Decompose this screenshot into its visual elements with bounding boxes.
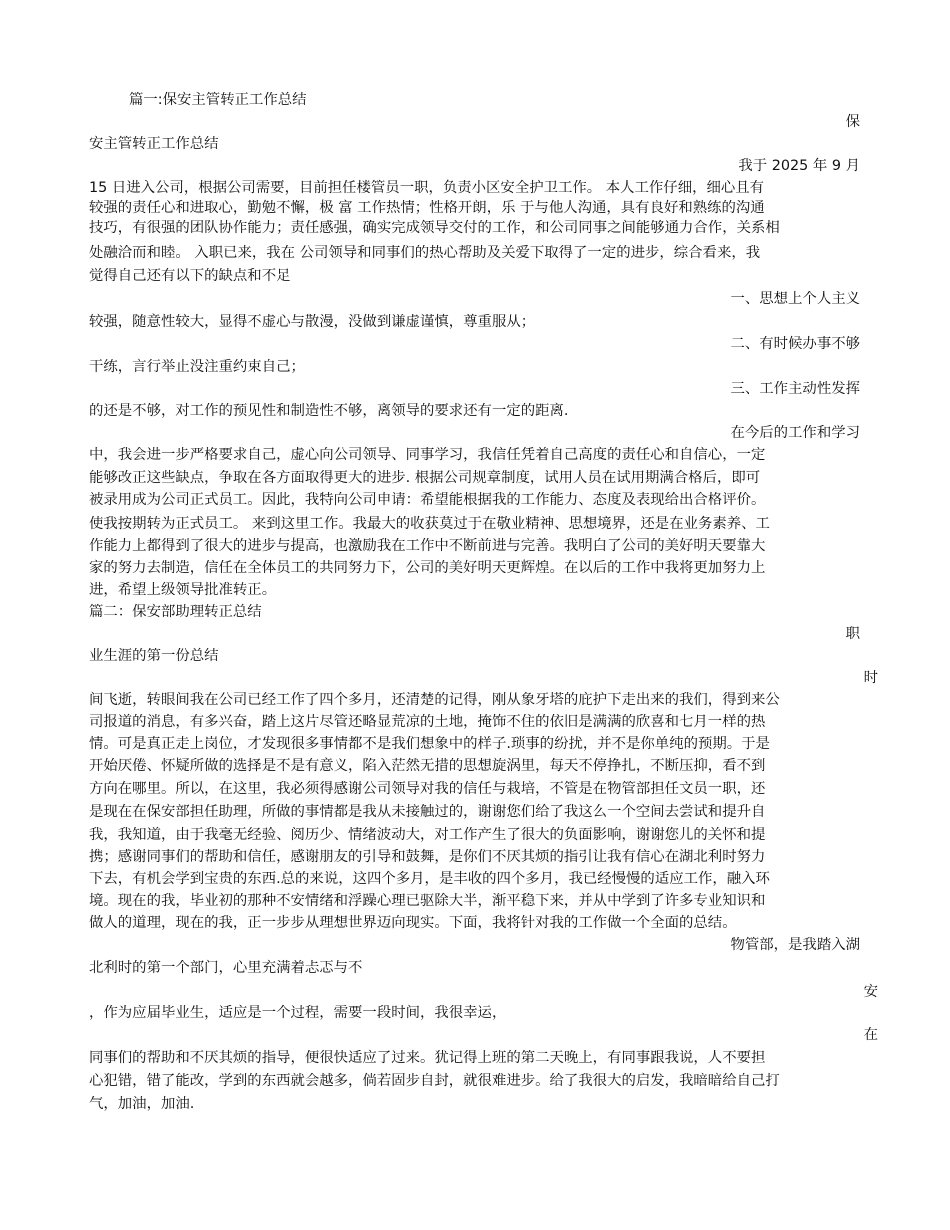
para2-cont: 北利时的第一个部门，心里充满着忐忑与不 [89,960,363,976]
section2-heading: 篇二：保安部助理转正总结 [89,604,262,620]
paragraph-line: 间飞逝，转眼间我在公司已经工作了四个多月，还清楚的记得，刚从象牙塔的庇护下走出来的我们，得到来公 [89,692,780,708]
paragraph-line: 被录用成为公司正式员工。因此，我特向公司申请：希望能根据我的工作能力、态度及表现给出合格评价。 [89,492,766,508]
paragraph-line: 中，我会进一步严格要求自己，虚心向公司领导、同事学习，我信任凭着自己高度的责任心和自信心，一定 [89,447,766,463]
paragraph-line: 15 日进入公司，根据公司需要，目前担任楼管员一职，负责小区安全护卫工作。 本人工作仔细，细心且有 [89,180,765,196]
paragraph-line: 境。现在的我，毕业初的那种不安情绪和浮躁心理已驱除大半，渐平稳下来，并从中学到了许多专业知识和 [89,893,766,909]
paragraph-line: 下去，有机会学到宝贵的东西.总的来说，这四个多月，是丰收的四个多月，我已经慢慢的适应工作，融入环 [89,871,770,887]
paragraph-line: 处融洽而和睦。 入职已来，我在 公司领导和同事们的热心帮助及关爱下取得了一定的进步，综合看来，我 [89,245,761,261]
paragraph-line: 进，希望上级领导批准转正。 [89,582,277,598]
section1-heading: 篇一:保安主管转正工作总结 [129,92,307,108]
paragraph-line: 心犯错，错了能改，学到的东西就会越多，倘若固步自封，就很难进步。给了我很大的启发，我暗暗给自己打 [89,1073,780,1089]
paragraph-line: 方向在哪里。所以，在这里，我必须得感谢公司领导对我的信任与栽培，不管是在物管部担任文员一职，还 [89,781,766,797]
paragraph-line: 觉得自己还有以下的缺点和不足 [89,268,291,284]
paragraph-line: 气，加油，加油. [89,1096,195,1112]
section2-title-cont: 业生涯的第一份总结 [89,648,219,664]
section1-date-start: 我于 2025 年 9 月 [738,158,860,174]
paragraph-line: 携；感谢同事们的帮助和信任，感谢朋友的引导和鼓舞，是你们不厌其烦的指引让我有信心在湖北利时努力 [89,849,766,865]
paragraph-line: 做人的道理，现在的我，正一步步从理想世界迈向现实。下面，我将针对我的工作做一个全面的总结。 [89,915,737,931]
paragraph-line: 能够改正这些缺点，争取在各方面取得更大的进步. 根据公司规章制度，试用人员在试用期满合格后，即可 [89,470,761,486]
para2-cont2: ，作为应届毕业生，适应是一个过程，需要一段时间，我很幸运， [89,1005,507,1021]
paragraph-line: 作能力上都得到了很大的进步与提高，也激励我在工作中不断前进与完善。我明白了公司的美好明天要靠大 [89,538,766,554]
word-an: 安 [863,984,878,1000]
section1-title-end: 保 [845,114,860,130]
item3-cont: 的还是不够，对工作的预见性和制造性不够，离领导的要求还有一定的距离. [89,403,569,419]
paragraph-line: 家的努力去制造，信任在全体员工的共同努力下，公司的美好明天更辉煌。在以后的工作中我将更加努力上 [89,560,766,576]
item2-start: 二、有时候办事不够 [730,336,860,352]
item3-start: 三、工作主动性发挥 [730,381,860,397]
item2-cont: 干练，言行举止没注重约束自己； [89,359,305,375]
item1-cont: 较强，随意性较大，显得不虚心与散漫，没做到谦虚谨慎，尊重服从； [89,314,536,330]
word-zai: 在 [863,1027,878,1043]
para2-start: 物管部，是我踏入湖 [730,937,860,953]
paragraph-line: 是现在在保安部担任助理，所做的事情都是我从未接触过的，谢谢您们给了我这么一个空间去尝试和提升自 [89,804,766,820]
paragraph-line: 较强的责任心和进取心，勤勉不懈，极 富 工作热情；性格开朗，乐 于与他人沟通，具有良好和熟练的沟通 [89,200,765,216]
paragraph-line: 技巧，有很强的团队协作能力；责任感强，确实完成领导交付的工作，和公司同事之间能够通力合作，关系相 [89,220,780,236]
paragraph-line: 我，我知道，由于我毫无经验、阅历少、情绪波动大，对工作产生了很大的负面影响，谢谢您儿的关怀和提 [89,827,766,843]
section2-title-end: 职 [845,626,860,642]
paragraph-line: 开始厌倦、怀疑所做的选择是不是有意义，陷入茫然无措的思想旋涡里，每天不停挣扎，不断压抑，看不到 [89,758,766,774]
paragraph-line: 司报道的消息，有多兴奋，踏上这片尽管还略显荒凉的土地，掩饰不住的依旧是满满的欣喜和七月一样的热 [89,714,766,730]
paragraph-line: 情。可是真正走上岗位，才发现很多事情都不是我们想象中的样子.琐事的纷扰，并不是你单纯的预期。于是 [89,736,770,752]
item1-start: 一、思想上个人主义 [730,291,860,307]
paragraph-line: 使我按期转为正式员工。 来到这里工作。我最大的收获莫过于在敬业精神、思想境界，还是在业务素养、工 [89,516,770,532]
section2-para1-start: 时 [863,670,878,686]
paragraph-line: 同事们的帮助和不厌其烦的指导，便很快适应了过来。犹记得上班的第二天晚上，有同事跟我说，人不要担 [89,1050,766,1066]
section1-title-cont: 安主管转正工作总结 [89,136,219,152]
para2-start: 在今后的工作和学习 [730,425,860,441]
